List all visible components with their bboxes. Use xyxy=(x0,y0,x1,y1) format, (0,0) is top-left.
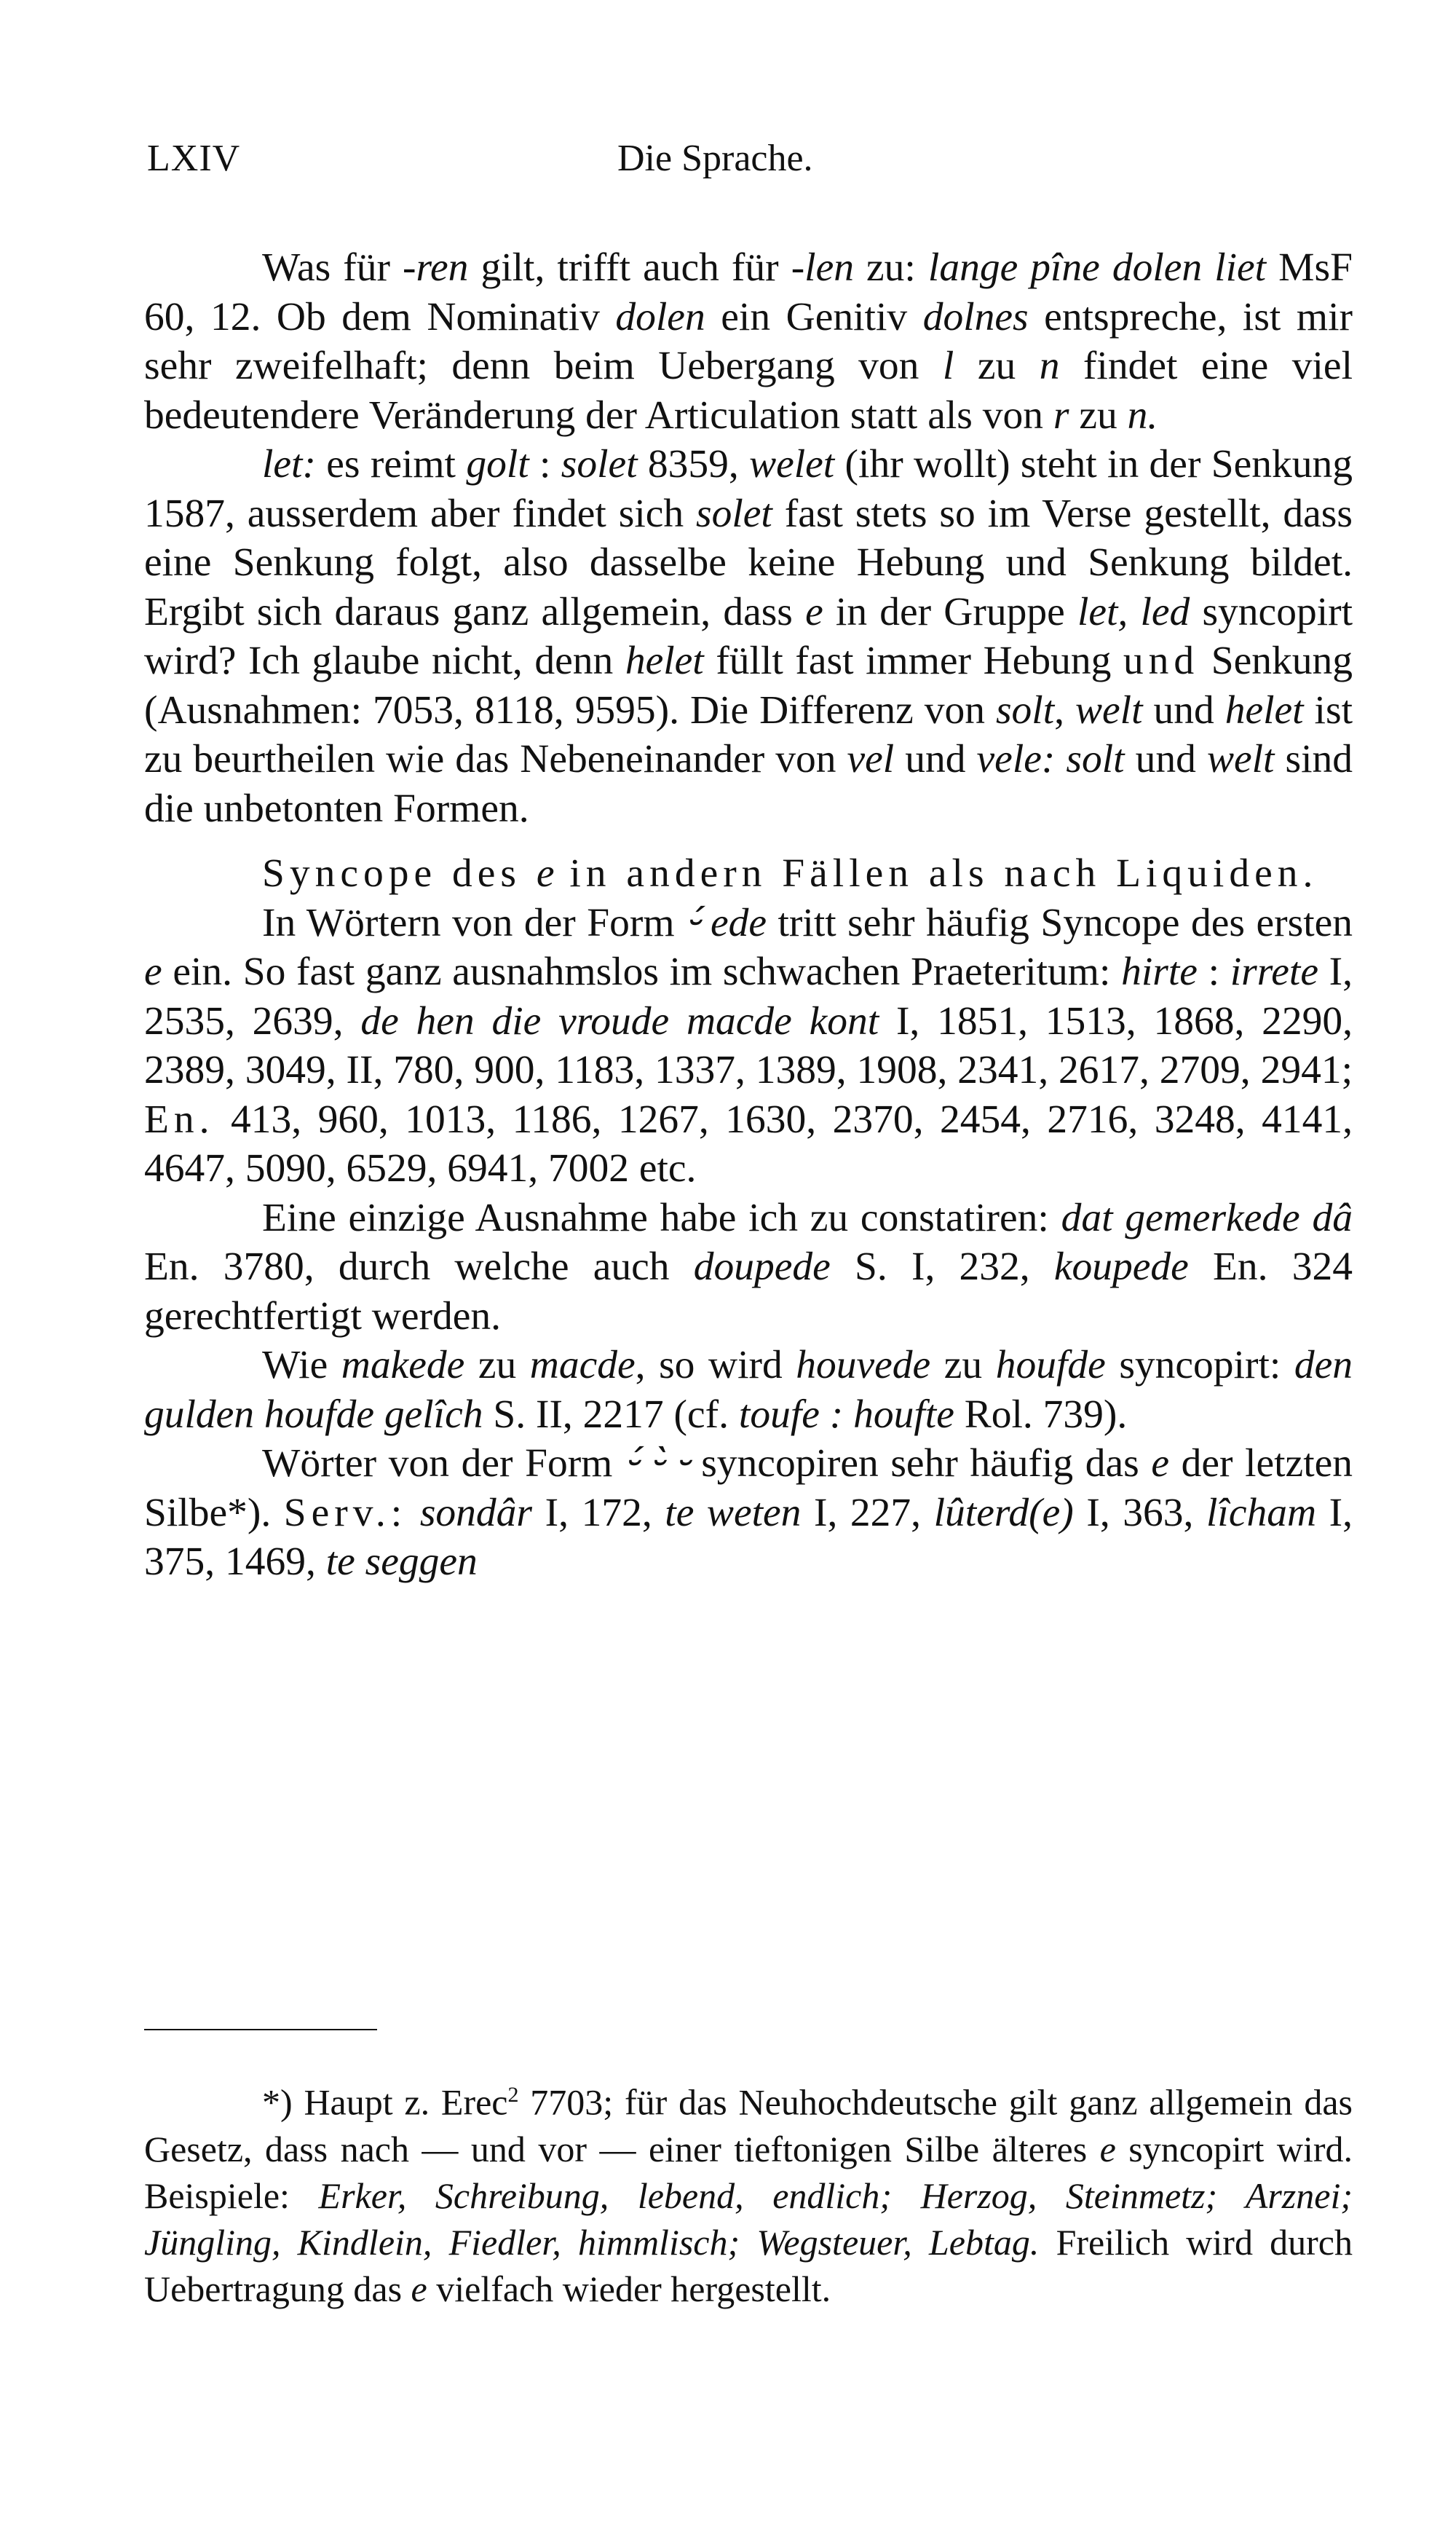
footnote xyxy=(144,2072,1353,2312)
footnote-text: *) Haupt z. Erec$^2$ 7703; für das Neuhochdeutsche gilt ganz allgemein das Gesetz, dass nach — und vor — einer tieftonigen Silbe älteres e syncopirt wird. Beispiele: Erker, Schreibung, lebend, endlich; Herzog, Steinmetz; Arznei; Jüngling, Kindlein, Fiedler, himmlisch; Wegsteuer, Lebtag. Freilich wird durch Uebertragung das e vielfach wieder hergestellt. xyxy=(144,2081,1353,2309)
paragraph-form-ede: In Wörtern von der Form ⏑́ ede tritt sehr häufig Syncope des ersten e ein. So fast ganz ausnahmslos im schwachen Praeteritum: hirte : irrete I, 2535, 2639, de hen die vroude macde kont I, 1851, 1513, 1868, 2290, 2389, 3049, II, 780, 900, 1183, 1337, 1389, 1908, 2341, 2617, 2709, 2941; En. 413, 960, 1013, 1186, 1267, 1630, 2370, 2454, 2716, 3248, 4141, 4647, 5090, 6529, 6941, 7002 etc. xyxy=(144,900,1353,1191)
paragraph-last-syllable: Wörter von der Form ⏑́ ⏑̀ ⏑ syncopiren sehr häufig das e der letzten Silbe*). Serv.: sondâr I, 172, te weten I, 227, lûterd(e) I, 363, lîcham I, 375, 1469, te seggen xyxy=(144,1441,1353,1584)
section-heading-syncope: Syncope des e in andern Fällen als nach Liquiden. xyxy=(262,851,1318,896)
paragraph-makede: Wie makede zu macde, so wird houvede zu houfde syncopirt: den gulden houfde gelîch S. II, 2217 (cf. toufe : houfte Rol. 739). xyxy=(144,1343,1353,1437)
running-title: Die Sprache. xyxy=(617,138,813,179)
page-header xyxy=(0,137,1456,195)
paragraph-let: let: es reimt golt : solet 8359, welet (ihr wollt) steht in der Senkung 1587, ausserdem aber findet sich solet fast stets so im Verse gestellt, dass eine Senkung folgt, also dasselbe keine Hebung und Senkung bildet. Ergibt sich daraus ganz allgemein, dass e in der Gruppe let, led syncopirt wird? Ich glaube nicht, denn helet füllt fast immer Hebung und Senkung (Ausnahmen: 7053, 8118, 9595). Die Differenz von solt, welt und helet ist zu beurtheilen wie das Nebeneinander von vel und vele: solt und welt sind die unbetonten Formen. xyxy=(144,442,1353,831)
paragraph-ren-len: Was für -ren gilt, trifft auch für -len zu: lange pîne dolen liet MsF 60, 12. Ob dem Nominativ dolen ein Genitiv dolnes entspreche, ist mir sehr zweifelhaft; denn beim Uebergang von l zu n findet eine viel bedeutendere Veränderung der Articulation statt als von r zu n. xyxy=(144,245,1353,438)
main-text xyxy=(144,243,1353,1587)
footnote-divider xyxy=(144,2029,377,2030)
paragraph-exception: Eine einzige Ausnahme habe ich zu constatiren: dat gemerkede dâ En. 3780, durch welche auch doupede S. I, 232, koupede En. 324 gerechtfertigt werden. xyxy=(144,1195,1353,1339)
page-number: LXIV xyxy=(147,138,241,179)
